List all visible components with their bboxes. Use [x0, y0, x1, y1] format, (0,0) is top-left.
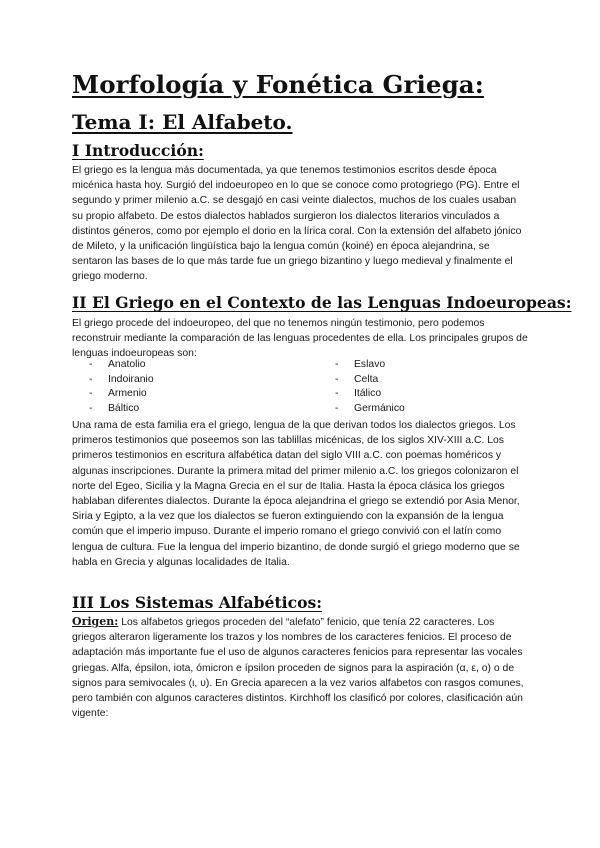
list-item-label: Báltico: [108, 402, 140, 414]
origen-text: Los alfabetos griegos proceden del “alefato” fenicio, que tenía 22 caracteres. Los griegos alteraron ligeramente los trazos y los nombres de los caracteres fenicios. El proceso de adaptación más importante fue el uso de algunos caracteres fenicios para representar las vocales griegas. Alfa, épsilon, iota, ómicron e ípsilon proceden de signos para la aspiración (α, ε, ο) o de signos para semivocales (ι, υ). En Grecia aparecen a la vez varios alfabetos con rasgos comunes, pero también con algunos caracteres distintos. Kirchhoff los clasificó por colores, clasificación aún vigente:: [72, 617, 524, 720]
document-title: Morfología y Fonética Griega:: [72, 70, 484, 99]
bullet-dash: -: [335, 402, 339, 414]
list-item: [89, 387, 289, 402]
section-body-griego-indoeuropeo: Una rama de esta familia era el griego, lengua de la que derivan todos los dialectos griegos. Los primeros testimonios que poseemos son las tablillas micénicas, de los siglos XIV-XIII a.C. Los primeros testimonios en escritura alfabética datan del siglo VIII a.C. con poemas homéricos y algunas inscripciones. Durante la primera mitad del primer milenio a.C. los griegos colonizaron el norte del Egeo, Sicilia y la Magna Grecia en el sur de Italia. Hasta la época clásica los griegos hablaban diferentes dialectos. Durante la época alejandrina el griego se extendió por Asia Menor, Siria y Egipto, a la vez que los dialectos se fueron extinguiendo con la expansión de la lengua común que el imperio impuso. Durante el imperio romano el griego convivió con el latín como lengua de cultura. Fue la lengua del imperio bizantino, de donde surgió el griego moderno que se habla en Grecia y algunas localidades de Italia.: [72, 420, 520, 568]
list-item-label: Germánico: [354, 402, 405, 414]
list-item-label: Eslavo: [354, 359, 386, 370]
document-subtitle: Tema I: El Alfabeto.: [72, 110, 293, 134]
list-item: [335, 373, 535, 388]
list-item-label: Armenio: [108, 388, 147, 400]
bullet-dash: -: [89, 359, 93, 370]
list-item: [335, 358, 535, 373]
language-groups-left-column: [89, 358, 289, 416]
list-item: [89, 402, 289, 417]
language-groups-right-column: [335, 358, 535, 416]
section-intro-griego-indoeuropeo: El griego procede del indoeuropeo, del que no tenemos ningún testimonio, pero podemos reconstruir mediante la comparación de las lenguas procedentes de ella. Los principales grupos de lenguas indoeuropeas son:: [72, 318, 528, 360]
list-item-label: Indoiranio: [108, 373, 154, 385]
bullet-dash: -: [335, 388, 339, 400]
list-item-label: Itálico: [354, 388, 382, 400]
origen-lead-label: Origen:: [72, 615, 119, 628]
list-item: [335, 402, 535, 417]
bullet-dash: -: [335, 359, 339, 370]
bullet-dash: -: [335, 373, 339, 385]
section-heading-introduccion: I Introducción:: [72, 141, 204, 160]
list-item-label: Celta: [354, 373, 379, 385]
bullet-dash: -: [89, 388, 93, 400]
bullet-dash: -: [89, 373, 93, 385]
section-body-sistemas-alfabeticos: [72, 614, 530, 721]
list-item-label: Anatolio: [108, 359, 146, 370]
section-heading-sistemas-alfabeticos: III Los Sistemas Alfabéticos:: [72, 593, 323, 612]
list-item: [89, 358, 289, 373]
bullet-dash: -: [89, 402, 93, 414]
list-item: [335, 387, 535, 402]
section-heading-griego-indoeuropeo: II El Griego en el Contexto de las Lenguas Indoeuropeas:: [72, 293, 572, 312]
list-item: [89, 373, 289, 388]
section-body-introduccion: El griego es la lengua más documentada, ya que tenemos testimonios escritos desde época micénica hasta hoy. Surgió del indoeuropeo en lo que se conoce como protogriego (PG). Entre el segundo y primer milenio a.C. se desgajó en casi veinte dialectos, muchos de los cuales usaban su propio alfabeto. De estos dialectos hablados surgieron los dialectos literarios vinculados a distintos géneros, como por ejemplo el dorio en la lírica coral. Con la extensión del alfabeto jónico de Mileto, y la unificación lingüística bajo la lengua común (koiné) en época alejandrina, se sentaron las bases de lo que más tarde fue un griego bizantino y luego medieval y finalmente el griego moderno.: [72, 165, 522, 283]
